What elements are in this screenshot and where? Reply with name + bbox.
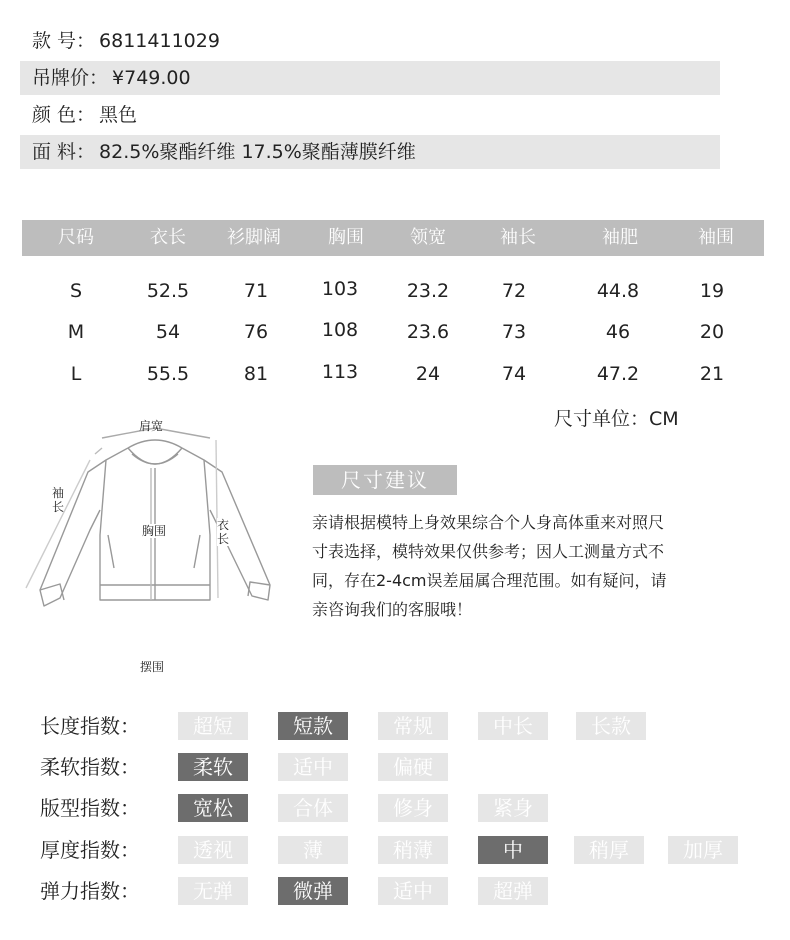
header-sleeve-length: 袖长 — [500, 227, 536, 248]
elasticity-option-slight: 微弹 — [278, 877, 348, 905]
table-row-s — [0, 276, 790, 306]
size-advice-title: 尺寸建议 — [313, 465, 457, 495]
softness-index-label: 柔软指数： — [40, 755, 140, 779]
cell: S — [69, 280, 83, 302]
thickness-option-sheer: 透视 — [178, 836, 248, 864]
cell: 44.8 — [596, 280, 640, 302]
label-chest: 胸围 — [142, 524, 167, 538]
thickness-option-thick: 加厚 — [668, 836, 738, 864]
header-sleeve-width: 袖肥 — [602, 227, 638, 248]
cell: 73 — [501, 321, 527, 343]
thickness-option-slightly-thin: 稍薄 — [378, 836, 448, 864]
cell: 72 — [501, 280, 527, 302]
fit-option-tight: 紧身 — [478, 794, 548, 822]
cell: 46 — [605, 321, 631, 343]
measurement-diagram — [20, 410, 290, 680]
label-hem: 摆围 — [140, 660, 165, 674]
elasticity-option-none: 无弹 — [178, 877, 248, 905]
cell: 52.5 — [146, 280, 190, 302]
size-advice-text — [312, 508, 732, 624]
material-value: 82.5%聚酯纤维 17.5%聚酯薄膜纤维 — [99, 141, 416, 163]
style-no-label: 款 号： — [32, 30, 96, 52]
length-option-short: 短款 — [278, 712, 348, 740]
softness-option-medium: 适中 — [278, 753, 348, 781]
info-style-no — [20, 24, 720, 58]
fit-index-label: 版型指数： — [40, 796, 140, 820]
advice-line: 亲咨询我们的客服哦！ — [312, 600, 473, 619]
cell: 23.6 — [406, 321, 450, 343]
header-hem: 衫脚阔 — [227, 227, 281, 248]
cell: 103 — [321, 278, 359, 300]
color-value: 黑色 — [99, 104, 138, 126]
length-option-regular: 常规 — [378, 712, 448, 740]
thickness-option-thin: 薄 — [278, 836, 348, 864]
length-option-mid: 中长 — [478, 712, 548, 740]
fit-option-fitted: 合体 — [278, 794, 348, 822]
elasticity-index-label: 弹力指数： — [40, 879, 140, 903]
label-shoulder: 肩宽 — [139, 419, 164, 433]
cell: L — [70, 363, 82, 385]
elasticity-option-medium: 适中 — [378, 877, 448, 905]
tag-price-label: 吊牌价： — [32, 67, 109, 89]
cell: M — [67, 321, 85, 343]
fit-option-loose: 宽松 — [178, 794, 248, 822]
cell: 113 — [321, 361, 359, 383]
cell: 19 — [699, 280, 725, 302]
cell: 71 — [243, 280, 269, 302]
info-tag-price — [20, 61, 720, 95]
unit-note: 尺寸单位：CM — [554, 408, 679, 430]
thickness-option-medium: 中 — [478, 836, 548, 864]
header-size: 尺码 — [58, 227, 94, 248]
label-sleeve: 袖 长 — [52, 486, 65, 514]
style-no-value: 6811411029 — [99, 30, 220, 52]
cell: 24 — [415, 363, 441, 385]
length-index-label: 长度指数： — [40, 714, 140, 738]
table-row-m — [0, 317, 790, 347]
thickness-index-label: 厚度指数： — [40, 838, 140, 862]
material-label: 面 料： — [32, 141, 96, 163]
color-label: 颜 色： — [32, 104, 96, 126]
cell: 55.5 — [146, 363, 190, 385]
cell: 21 — [699, 363, 725, 385]
thickness-option-slightly-thick: 稍厚 — [574, 836, 644, 864]
header-length: 衣长 — [150, 227, 186, 248]
jacket-illustration — [20, 410, 290, 680]
cell: 108 — [321, 319, 359, 341]
info-color — [20, 98, 720, 132]
advice-line: 同，存在2-4cm误差届属合理范围。如有疑问，请 — [312, 571, 667, 590]
length-option-ultra-short: 超短 — [178, 712, 248, 740]
cell: 54 — [155, 321, 181, 343]
softness-option-stiff: 偏硬 — [378, 753, 448, 781]
fit-option-slim: 修身 — [378, 794, 448, 822]
elasticity-option-super: 超弹 — [478, 877, 548, 905]
advice-line: 亲请根据模特上身效果综合个人身高体重来对照尺 — [312, 513, 665, 532]
size-table-header — [22, 220, 764, 256]
header-collar: 领宽 — [410, 227, 446, 248]
table-row-l — [0, 359, 790, 389]
cell: 74 — [501, 363, 527, 385]
cell: 47.2 — [596, 363, 640, 385]
header-chest: 胸围 — [328, 227, 364, 248]
cell: 20 — [699, 321, 725, 343]
length-option-long: 长款 — [576, 712, 646, 740]
softness-option-soft: 柔软 — [178, 753, 248, 781]
info-material — [20, 135, 720, 169]
cell: 23.2 — [406, 280, 450, 302]
header-cuff: 袖围 — [698, 227, 734, 248]
tag-price-value: ¥749.00 — [112, 67, 191, 89]
cell: 76 — [243, 321, 269, 343]
label-length: 衣 长 — [217, 518, 230, 546]
advice-line: 寸表选择，模特效果仅供参考；因人工测量方式不 — [312, 542, 665, 561]
cell: 81 — [243, 363, 269, 385]
